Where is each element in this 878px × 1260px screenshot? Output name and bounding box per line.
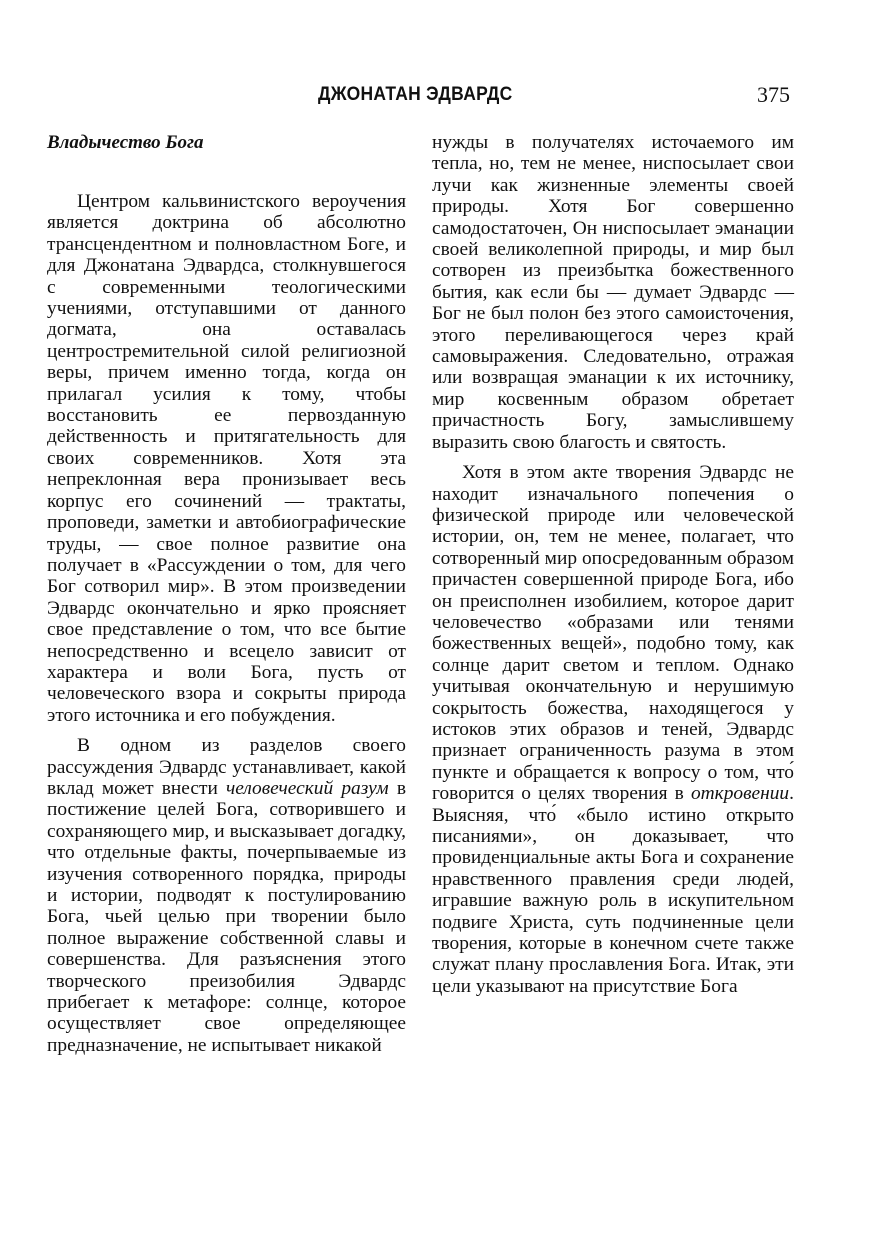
paragraph-1: Центром кальвинистского вероучения является доктрина об абсолютно трансцендентном и полновластном Боге, и для Джонатана Эдвардса, столкнувшегося с современными теологическими учениями, отступавшими от данного догмата, она оставалась центростремительной силой религиозной веры, причем именно тогда, когда он прилагал усилия к тому, чтобы восстановить ее первозданную действенность и притягательность для своих современников. Хотя эта непреклонная вера пронизывает весь корпус его сочинений — трактаты, проповеди, заметки и автобиографические труды, — свое полное развитие она получает в «Рассуждении о том, для чего Бог сотворил мир». В этом произведении Эдвардс окончательно и ярко проясняет свое представление о том, что все бытие непосредственно и всецело зависит от характера и воли Бога, пусть от человеческого взора и сокрыты природа этого источника и его побуждения. (47, 191, 406, 726)
paragraph-2-text-b: в постижение целей Бога, сотворившего и сохраняющего мир, и высказывает догадку, что отдельные факты, почерпываемые из изучения сотворенного порядка, природы и истории, подводят к постулированию Бога, чьей целью при творении было полное выражение собственной славы и совершенства. Для разъяснения этого творческого преизобилия Эдвардс прибегает к метафоре: солнце, которое осуществляет свое определяющее предназначение, не испытывает никакой (47, 777, 406, 1056)
paragraph-4-italic: откровении (690, 783, 790, 805)
paragraph-4-text-a: Хотя в этом акте творения Эдвардс не находит изначального попечения о физической природе или человеческой истории, он, тем не менее, полагает, что сотворенный мир опосредованным образом причастен совершенной природе Бога, ибо он преисполнен изобилием, которое дарит человечество «образами или тенями божественных вещей», подобно тому, как солнце дарит светом и теплом. Однако учитывая окончательную и нерушимую сокрытость божества, находящегося у истоков этих образов и теней, Эдвардс признает ограниченность разума в этом пункте и обращается к вопросу о том, что́ говорится о целях творения в (432, 462, 794, 805)
paragraph-3: нужды в получателях источаемого им тепла, но, тем не менее, ниспосылает свои лучи как жизненные элементы своей природы. Хотя Бог совершенно самодостаточен, Он ниспосылает эманации своей великолепной природы, и мир был сотворен из преизбытка божественного бытия, как если бы — думает Эдвардс — Бог не был полон без этого самоисточения, этого переливающегося через край самовыражения. Следовательно, отражая или возвращая эманации к их источнику, мир косвенным образом обретает причастность Богу, замыслившему выразить свою благость и святость. (432, 132, 794, 453)
paragraph-4 (432, 462, 794, 997)
paragraph-2-italic: человеческий разум (225, 777, 389, 799)
page-header (0, 82, 878, 112)
section-heading: Владычество Бога (47, 132, 204, 153)
left-column (47, 132, 406, 1056)
running-title: ДЖОНАТАН ЭДВАРДС (318, 84, 513, 105)
paragraph-2-text-a: В одном из разделов своего рассуждения Эдвардс устанавливает, какой вклад может внести (47, 735, 406, 799)
paragraph-4-text-b: . Выясняя, что́ «было истино открыто писаниями», он доказывает, что провиденциальные акты Бога и сохранение нравственного правления среди людей, игравшие важную роль в искупительном подвиге Христа, суть подчиненные цели творения, которые в конечном счете также служат плану прославления Бога. Итак, эти цели указывают на присутствие Бога (432, 783, 794, 997)
page-number: 375 (757, 82, 790, 107)
paragraph-2 (47, 735, 406, 1056)
right-column (432, 132, 794, 997)
